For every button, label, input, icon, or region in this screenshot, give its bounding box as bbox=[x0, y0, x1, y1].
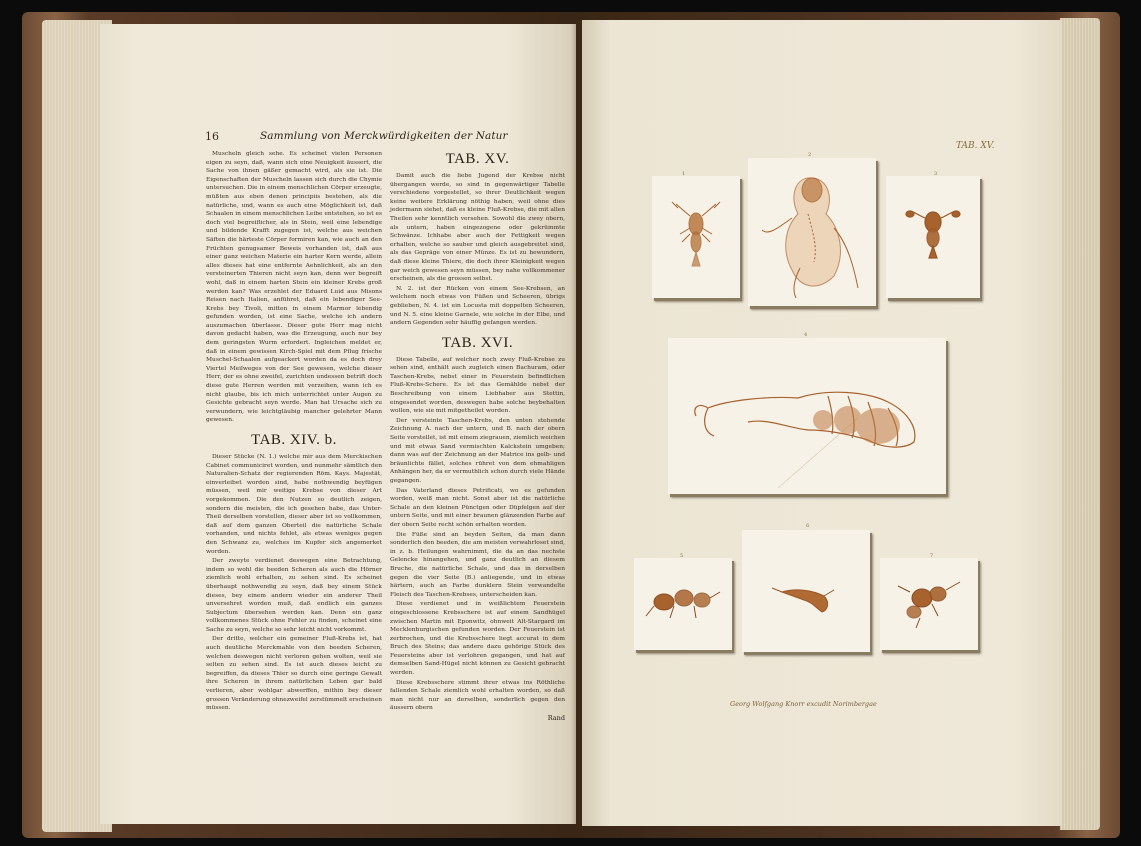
figure-number: 7 bbox=[930, 553, 934, 559]
figure-number: 2 bbox=[808, 152, 812, 158]
plate-figure-5 bbox=[634, 558, 732, 650]
figure-number: 5 bbox=[680, 553, 684, 559]
paragraph: Der dritte, welcher ein gemeiner Fluß-Krebs ist, hat auch deutliche Merckmahle von den beeden Scheren, welchen deswegen nicht verloren gehen wolten, weil sie selten zu sehen sind. Es ist auch dieses leicht zu begreiffen, da dieses Thier so durch eine geringe Gewalt ihre Scheren in ihrem natürlichen Leben gar bald verlieren, aber wohlgar abwerffen, mithin bey dieser grossen Veränderung ohnezweifel zerstümmelt erscheinen müssen. bbox=[206, 636, 382, 712]
catchword: Rand bbox=[547, 714, 565, 723]
tab-xiv-b-heading: TAB. XIV. b. bbox=[251, 432, 337, 448]
plate-figure-4 bbox=[668, 338, 946, 494]
figure-number: 1 bbox=[682, 171, 686, 177]
plate-figure-2 bbox=[748, 158, 876, 306]
tab-xv-heading: TAB. XV. bbox=[445, 151, 510, 167]
crayfish-drawing-7 bbox=[880, 558, 978, 650]
paragraph: Der versteinte Taschen-Krebs, den unten stehende Zeichnung A. nach der untern, und B. nach der obern Seite vorstellet, ist mit einem ziegrauen, ziemlich weichen und mit etwas Sand vermischten Kalckstein umgeben; dann was auf der Zeichnung an der Matrice ins gelb- und bräunlichte fället, solches rühret von dem ehmahligen Anhängen her, da er vermuthlich schon durch viele Hände gegangen. bbox=[390, 417, 565, 484]
lobster-carapace-drawing bbox=[748, 158, 876, 306]
figure-number: 4 bbox=[804, 332, 808, 338]
paragraph: Muscheln gleich sehe. Es scheinet vielen Personen eigen zu seyn, daß, wann sich eine Neuigkeit äussert, die Sache von ihnen gäßer gemacht wird, als sie ist. Die Eigenschaften der Muscheln lassen sich durch die Chymie untersuchen. Die in einem menschlichen Cörper erzeugte, müßten aus eben denen principiis bestehen, als die natürliche, und, wann es auch eine Möglichkeit ist, daß Schaalen in einem menschlichen Leibe entstehen, so ist es doch viel begreiflicher, als in Stein, weil eine lebendige und bildende Krafft zugegen ist, welche aus weichen Säften die härteste Cörper formiren kan, wie auch an den Früchten genugsamer Beweis vorhanden ist, daß aus einer ganz weichen Materie ein harter Kern werde, allein alles dieses hat eine entfernte Aehnlichkeit, als an den versteinerten Thieren nicht seyn kan, denn wer begreift wohl, daß in einem harten Stein ein kleiner Krebs groß werden kan? Was erzehlet der Eduard Luid aus Misons Reisen nach Italien, anführet, daß ein lebendiger See-Krebs bey Tivoli, mitten in einem Marmor lebendig gefunden worden, ist eine Sache, welche ich andern auszumachen überlasse. Dieser gute Herr mag nicht davon gedacht haben, was die Erzeugung, auch nur bey dem geringsten Wurm erfordert. Ingleichen meldet er, daß in einem gewissen Kirch-Spiel mit dem Pflug frische Muschel-Schaalen aufgeackert worden da es doch drey Viertel Meilweges von der See gewesen, welche dieser Herr, der es ohne zweifel, zurichten undessen betrift doch diese gute Herren werden mit verzeihen, wann ich es nicht glaube, bis ich mich unterrichtet unter Augen zu Gesichte gebracht seyn werde. Man hat Ursache sich zu verwundern, wie leichtgläubig mancher gelehrter Mann gewesen. bbox=[206, 151, 382, 424]
engraver-credit: Georg Wolfgang Knorr excudit Norimbergae bbox=[730, 700, 877, 708]
crayfish-drawing-3 bbox=[886, 176, 980, 298]
paragraph: Damit auch die liebe Jugend der Krebse nicht übergangen werde, so sind in gegenwärtiger Tabelle verschiedene vorgestellet, so ihrer Deutlichkeit wegen keine weitere Erklärung nöthig haben, weil ohne dies jedermann siehet, daß es kleine Fluß-Krebse, die mit allen Theilen sehr kenntlich versehen. Sowohl die zwey obern, als untern, haben eingezogene oder gekrümmte Schwänze. Ichhabe aber auch der Fettigkeit wegen erhalten, welche so sauber und gleich ausgebreitet sind, als das Gepräge von einer Münze. Es ist zu bewundern, daß diese kleine Thiere, die doch ihrer Kleinigkeit wegen gar weich gewesen seyn müssen, bey nahe vollkommener erscheinen, als die grossen selbst. bbox=[390, 173, 565, 283]
text-column-right bbox=[390, 151, 565, 723]
paragraph: Dieser Stücke (N. 1.) welche mir aus dem Merckischen Cabinet communiciret worden, und nunmehr sämtlich den Naturalien-Schatz der regierenden Röm. Kays. Majestät, einverleibet worden sind, habe nothwendig beyfügen müssen, weil mir weitige Krebse von dieser Art vorgekommen. Die den Nutzen so deutlich zeigen, sondern die meisten, die ich gesehen habe, das Unter-Theil derselben vorstellen, dieser aber ist so vollkommen, daß auf dem ganzen Oberteil die natürliche Schale vorhanden, und nichts fehlet, als etwas weniges gegen den Schwanz zu, welches im Kupfer sich angemerket worden. bbox=[206, 454, 382, 555]
tab-xvi-heading: TAB. XVI. bbox=[441, 334, 514, 351]
paragraph: Die Füße sind an beyden Seiten, da man dann sonderlich den beeden, die am meisten verwahrloset sind, in z. b. Heilungen wahrnimmt, die da an das nechste Gelencke hinangehen, und ganz deutlich an diesem Bruche, die natürliche Schale, und das in derselben gegen die vier Seite (B.) anliegende, und in etwas härtern, auch an Farbe dunklern Stein verwandelte Fleisch des Taschen-Krebses, unterscheiden kan. bbox=[390, 531, 565, 598]
plate-figure-3 bbox=[886, 176, 980, 298]
crayfish-drawing-1 bbox=[652, 176, 740, 298]
paragraph: Diese verdienet und in weißlichtem Feuerstein eingeschlossene Krebsschere ist auf einem Sandhügel zwischen Martin mit Eponwitz, ohnweit Alt-Stargard im Mecklenburgischen gefunden worden. Der Feuerstein ist zerbrochen, und die Krebsschere liegt accurat in dem Bruch des Steins; das andere dazu gehörige Stück des Feuersteins aber ist verlohren gegangen, und hat auf demselben Sand-Hügel nicht können zu Gesicht gebracht werden. bbox=[390, 601, 565, 677]
paragraph: Diese Krebsschere stimmt ihrer etwas ins Röthliche fallenden Schale ziemlich wohl erhalten worden, so daß man nicht nur an derselben, sonderlich gegen den äussern obern bbox=[390, 679, 565, 712]
crayfish-drawing-5 bbox=[634, 558, 732, 650]
plate-figure-6 bbox=[742, 530, 870, 652]
paragraph: Das Vaterland dieses Petrificati, wo es gefunden worden, weiß man nicht. Sonst aber ist die natürliche Schale an den kleinen Pünctgen oder Düpfelgen auf der untern Seite, und mit einer braunen glänzenden Farbe auf der obern Seite recht schön erhalten worden. bbox=[390, 487, 565, 528]
paragraph: Der zweyte verdienet deswegen eine Betrachtung, indem so wohl die beeden Scheren als auch die Hörner ziemlich wohl erhalten, zu sehen sind. Es scheinet überhaupt nothwendig zu seyn, daß bey einem Stück dieses, bey einem andern wieder ein anderer Theil unversehret worden muß, daß endlich ein ganzes Subjectum übersehen werden kan. Denn ein ganz vollkommenes Stück ohne Fehler zu finden, scheinet eine Sache zu seyn, welche so sehr leicht nicht vorkommt. bbox=[206, 558, 382, 633]
paragraph: Diese Tabelle, auf welcher noch zwey Fluß-Krebse zu sehen sind, enthält auch zugleich einen Bachuram, oder Taschen-Krebs, nebst einer in Feuerstein befindlichen Fluß-Krebs-Schere. Es ist das Gemählde nebst der Beschreibung von einem Liebhaber aus Stettin, eingesendet worden, deswegen habe solche beybehalten wollen, wie sie mit mitgetheilet worden. bbox=[390, 356, 565, 415]
plate-label: TAB. XV. bbox=[956, 141, 995, 151]
plate-figure-1 bbox=[652, 176, 740, 298]
plate-figure-7 bbox=[880, 558, 978, 650]
figure-number: 6 bbox=[806, 523, 810, 529]
figure-number: 3 bbox=[934, 171, 938, 177]
running-title: Sammlung von Merckwürdigkeiten der Natur bbox=[260, 130, 508, 142]
prawn-drawing-large bbox=[668, 338, 946, 494]
page-edges-right bbox=[1060, 18, 1100, 830]
text-column-left bbox=[206, 150, 382, 714]
paragraph: N. 2. ist der Rücken von einem See-Krebsen, an welchem noch etwas von Füßen und Scheeren, übrigs geblieben, N. 4. ist ein Locusta mit doppelten Scheeren, und N. 5. eine kleine Garnele, wie solche in der Elbe, und andern Gegenden sehr häuffig gefangen werden. bbox=[390, 285, 565, 327]
page-number: 16 bbox=[205, 130, 219, 143]
shrimp-drawing-6 bbox=[742, 530, 870, 652]
running-head bbox=[205, 130, 565, 146]
